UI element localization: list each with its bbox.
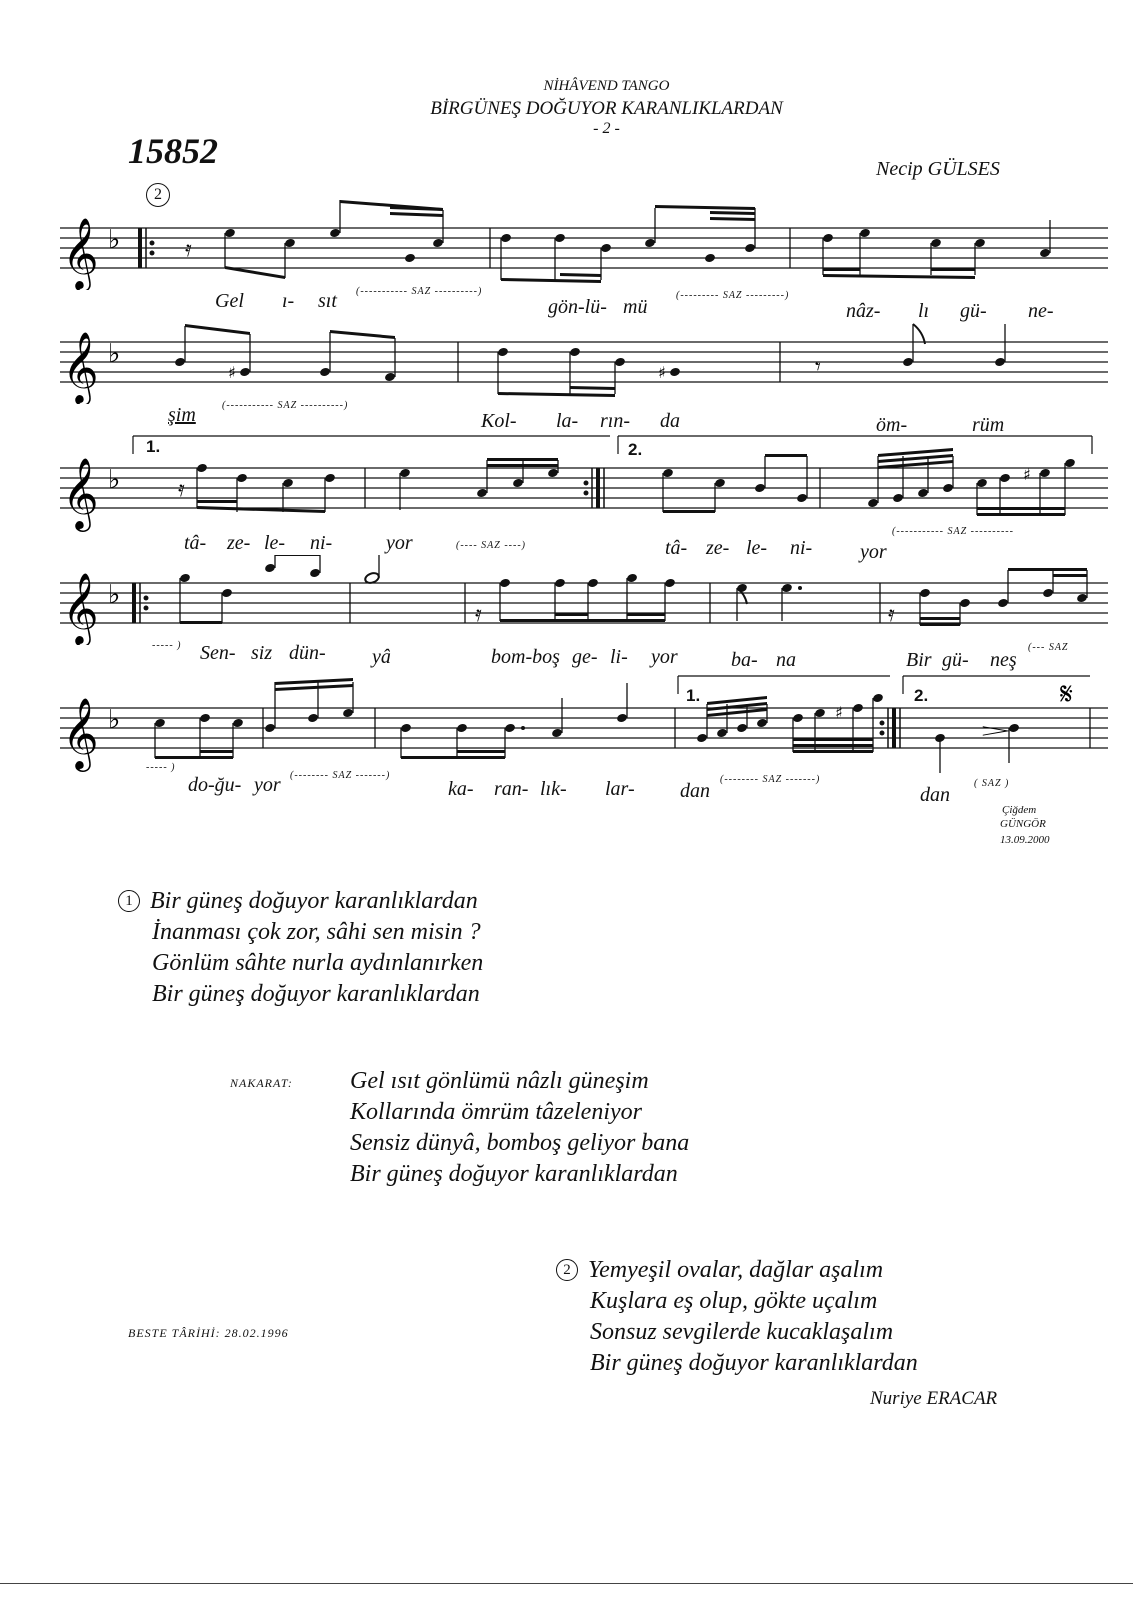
lyric-line-4-syllable: bom-boş <box>491 646 560 668</box>
lyric-line-1-syllable: gön-lü- <box>548 296 607 318</box>
stanza-line: Bir güneş doğuyor karanlıklardan <box>152 981 480 1007</box>
saz-label: SAZ <box>722 290 743 301</box>
lyric-line-1-syllable: sıt <box>318 290 337 312</box>
lyric-line-4-syllable: Sen- <box>200 642 236 664</box>
svg-text:𝄿: 𝄿 <box>178 477 185 502</box>
segno-icon: 𝄋 <box>1060 677 1073 712</box>
refrain-line: Sensiz dünyâ, bomboş geliyor bana <box>350 1130 690 1156</box>
svg-text:♯: ♯ <box>228 363 236 382</box>
lyric-line-5-syllable: ka- <box>448 778 474 800</box>
stanza-1 <box>118 886 483 1010</box>
lyric-line-4-syllable: neş <box>990 649 1017 671</box>
lyric-line-5-syllable: lık- <box>540 778 567 800</box>
saz-label: SAZ <box>332 770 353 781</box>
volta-2-label: 2. <box>914 686 929 705</box>
lyric-line-3-syllable: ze- <box>227 532 251 554</box>
lyricist-name: Nuriye ERACAR <box>870 1388 998 1409</box>
staff-1 <box>20 200 1110 290</box>
stanza-line: Kuşlara eş olup, gökte uçalım <box>590 1288 878 1314</box>
saz-label: SAZ <box>411 286 432 297</box>
lyric-line-5-syllable: dan <box>680 780 710 802</box>
lyric-line-3-syllable: tâ- <box>184 532 207 554</box>
saz-marking: (--------- SAZ ---------) <box>676 290 790 301</box>
saz-marking: (-------- SAZ -------) <box>290 770 391 781</box>
stanza-line: İnanması çok zor, sâhi sen misin ? <box>152 919 481 945</box>
makam-heading: NİHÂVEND TANGO <box>543 78 670 94</box>
stanza-2-marker: 2 <box>556 1259 578 1281</box>
transcriber-date: 13.09.2000 <box>1000 834 1050 846</box>
lyric-line-2-syllable: Kol- <box>481 410 517 432</box>
flat-icon: ♭ <box>108 339 121 369</box>
lyric-line-1-syllable: lı <box>918 300 930 322</box>
saz-marking: (-------- SAZ -------) <box>720 774 821 785</box>
lyric-line-5-syllable: yor <box>254 774 281 796</box>
catalog-number: 15852 <box>128 131 218 171</box>
lyric-line-4-syllable: yor <box>651 646 678 668</box>
lyric-line-3-syllable: le- <box>746 537 768 559</box>
saz-label: SAZ <box>981 778 1002 789</box>
saz-label: SAZ <box>1048 642 1069 653</box>
treble-clef-icon: 𝄞 <box>62 216 99 289</box>
section-marker-number: 2 <box>154 186 162 203</box>
lyric-line-4-syllable: li- <box>610 646 628 668</box>
staff-5 <box>20 668 1110 778</box>
saz-marking: (----------- SAZ ----------) <box>356 286 483 297</box>
song-title: BİRGÜNEŞ DOĞUYOR KARANLIKLARDAN <box>430 98 783 119</box>
saz-marking: ----- ) <box>152 640 182 651</box>
lyric-line-4-syllable: dün- <box>289 642 326 664</box>
lyric-line-1-syllable: ı- <box>282 290 295 312</box>
stanza-line: Gönlüm sâhte nurla aydınlanırken <box>152 950 484 976</box>
svg-text:𝄿: 𝄿 <box>888 602 895 627</box>
saz-label: SAZ <box>277 400 298 411</box>
lyric-line-3-syllable: le- <box>264 532 286 554</box>
lyric-line-1-syllable: mü <box>623 296 648 318</box>
saz-marking: ----- ) <box>146 762 176 773</box>
lyric-line-3-syllable: tâ- <box>665 537 688 559</box>
flat-icon: ♭ <box>108 225 121 255</box>
saz-marking: ( SAZ ) <box>974 778 1010 789</box>
lyric-line-2-syllable: la- <box>556 410 579 432</box>
lyric-line-1-syllable: nâz- <box>846 300 881 322</box>
refrain-line: Kollarında ömrüm tâzeleniyor <box>350 1099 642 1125</box>
svg-text:♯: ♯ <box>1023 465 1031 484</box>
stanza-1-marker: 1 <box>118 890 140 912</box>
lyric-line-4-syllable: gü- <box>942 649 969 671</box>
flat-icon: ♭ <box>108 465 121 495</box>
lyric-line-4-syllable: Bir <box>906 649 932 671</box>
composition-date-label: BESTE TÂRİHİ: <box>128 1326 221 1340</box>
lyric-line-1-syllable: ne- <box>1028 300 1054 322</box>
saz-marking: (--- SAZ <box>1028 642 1069 653</box>
stanza-line: Yemyeşil ovalar, dağlar aşalım <box>588 1257 884 1283</box>
saz-marking: (---- SAZ ----) <box>456 540 526 551</box>
lyric-line-4-syllable: na <box>776 649 796 671</box>
lyric-line-1-syllable: gü- <box>960 300 987 322</box>
lyric-line-4-syllable: ba- <box>731 649 758 671</box>
lyric-line-4-syllable: ge- <box>572 646 598 668</box>
saz-label: SAZ <box>947 526 968 537</box>
saz-label: SAZ <box>481 540 501 551</box>
staff-2 <box>20 314 1110 404</box>
lyric-line-5-syllable: lar- <box>605 778 635 800</box>
lyric-line-3-syllable: ze- <box>706 537 730 559</box>
lyric-line-3-syllable: yor <box>386 532 413 554</box>
transcriber-first-name: Çiğdem <box>1002 804 1037 816</box>
treble-clef-icon: 𝄞 <box>62 330 99 403</box>
lyric-line-2-syllable: rın- <box>600 410 630 432</box>
svg-text:𝆓: 𝆓 <box>982 720 1009 741</box>
volta-2-label: 2. <box>628 440 643 459</box>
flat-icon: ♭ <box>108 705 121 735</box>
lyric-line-4-syllable: yâ <box>372 646 391 668</box>
refrain <box>350 1066 689 1190</box>
composition-date <box>128 1326 289 1341</box>
staff-3 <box>20 420 1110 540</box>
stanza-line: Sonsuz sevgilerde kucaklaşalım <box>590 1319 894 1345</box>
page-number: - 2 - <box>593 120 620 137</box>
svg-text:𝄿: 𝄿 <box>475 602 482 627</box>
composition-date-value: 28.02.1996 <box>224 1326 289 1340</box>
stanza-2 <box>556 1255 918 1379</box>
saz-marking: (----------- SAZ ---------- <box>892 526 1014 537</box>
svg-text:𝄾: 𝄾 <box>815 355 821 380</box>
svg-text:𝄿: 𝄿 <box>185 237 192 262</box>
transcriber-last-name: GÜNGÖR <box>1000 818 1046 830</box>
lyric-line-2-syllable: öm- <box>876 414 908 436</box>
stanza-line: Bir güneş doğuyor karanlıklardan <box>590 1350 918 1376</box>
page-bottom-rule <box>0 1583 1133 1584</box>
lyric-line-5-syllable: ran- <box>494 778 529 800</box>
saz-label: SAZ <box>762 774 783 785</box>
lyric-line-3-syllable: ni- <box>310 532 333 554</box>
lyric-line-5-syllable: dan <box>920 784 950 806</box>
svg-text:♯: ♯ <box>835 703 843 722</box>
lyric-line-4-syllable: siz <box>251 642 273 664</box>
refrain-line: Gel ısıt gönlümü nâzlı güneşim <box>350 1068 649 1094</box>
lyric-line-3-syllable: ni- <box>790 537 813 559</box>
staff-4 <box>20 555 1110 645</box>
composer-name: Necip GÜLSES <box>876 158 1000 180</box>
lyric-line-1-syllable: Gel <box>215 290 244 312</box>
lyric-line-2-syllable: da <box>660 410 680 432</box>
lyric-line-2-syllable: şim <box>168 404 196 426</box>
refrain-line: Bir güneş doğuyor karanlıklardan <box>350 1161 678 1187</box>
saz-marking: (----------- SAZ ----------) <box>222 400 349 411</box>
lyric-line-3-syllable: yor <box>860 541 887 563</box>
flat-icon: ♭ <box>108 580 121 610</box>
stanza-line: Bir güneş doğuyor karanlıklardan <box>150 888 478 914</box>
treble-clef-icon: 𝄞 <box>62 456 99 529</box>
treble-clef-icon: 𝄞 <box>62 571 99 644</box>
lyric-line-2-syllable: rüm <box>972 414 1005 436</box>
volta-1-label: 1. <box>146 437 161 456</box>
refrain-label: NAKARAT: <box>230 1076 293 1090</box>
volta-1-label: 1. <box>686 686 701 705</box>
lyric-line-5-syllable: do-ğu- <box>188 774 242 796</box>
treble-clef-icon: 𝄞 <box>62 696 99 769</box>
svg-text:♯: ♯ <box>658 363 666 382</box>
